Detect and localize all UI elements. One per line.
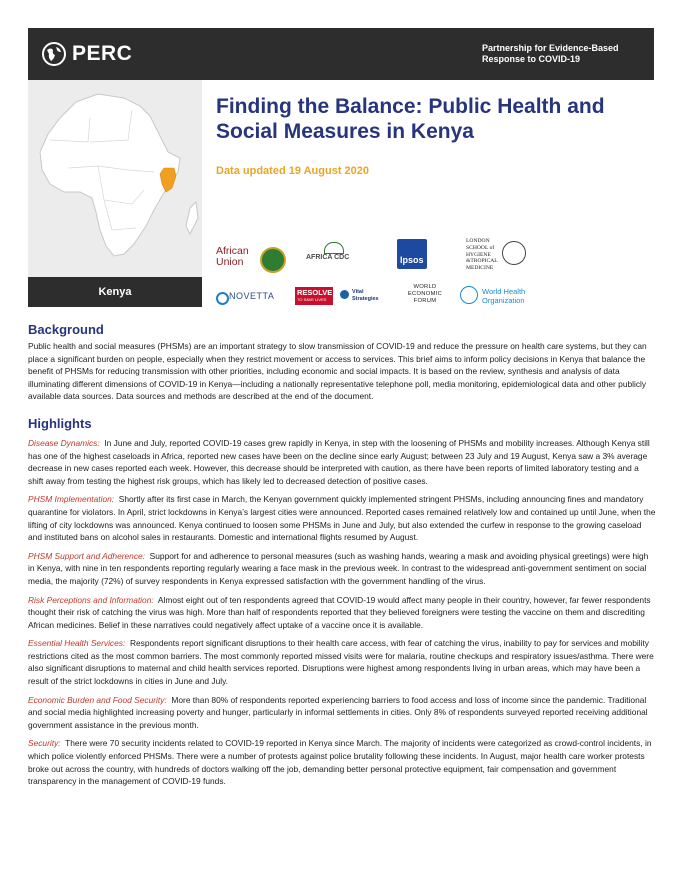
africa-cdc-logo	[306, 242, 366, 270]
header-bar	[28, 28, 654, 80]
africa-map-graphic	[28, 80, 202, 277]
highlight-text: Shortly after its first case in March, the Kenyan government quickly implemented stringent PHSMs, including announcing fines and mandatory quarantine for violators. In April, strict lockdowns in Kenya’s largest cities were announced. Reported cases remained relatively low and contained up until June, when the lifting of city lockdowns was announced. Kenya continued to loosen some PHSMs in June and July, but also extended the curfew in response to the growing caseload and instituted bans on alcohol sales in restaurants. Domestic and international flights resumed by August.	[28, 494, 656, 543]
logo-text: Strategies	[352, 295, 379, 302]
tagline-line: Response to COVID-19	[482, 54, 581, 64]
wef-logo	[400, 284, 450, 314]
african-union-logo	[216, 246, 286, 272]
logo-text: Ipsos	[400, 255, 424, 265]
tagline-line: Partnership for Evidence-Based	[482, 43, 619, 53]
logo-text: HYGIENE	[466, 251, 491, 258]
highlight-text: Almost eight out of ten respondents agreed that COVID-19 would affect many people in their country, however, far fewer respondents thought their risk of catching the virus was high. More than half of respondents reported that they believed foreigners were testing the vaccine on them and discrediting African medicines. Belief in these narratives could negatively affect uptake of a vaccine once it is available.	[28, 594, 651, 630]
logo-text: AFRICA CDC	[306, 254, 350, 261]
logo-text: LONDON	[466, 238, 490, 244]
logo-text: &TROPICAL	[466, 258, 498, 265]
logo-text: WORLD	[413, 284, 437, 290]
background-heading: Background	[28, 322, 104, 337]
vital-mark-icon	[340, 290, 349, 299]
highlight-disease-dynamics	[28, 437, 656, 487]
highlight-label: PHSM Implementation:	[28, 494, 115, 505]
highlight-phsm-implementation	[28, 493, 656, 543]
highlight-text: There were 70 security incidents related to COVID-19 reported in Kenya since March. The majority of incidents were categorized as crowd-control incidents, in which police violently enforced PHSMs. There were a number of protests against police brutality following these incidents. In August, major health care worker protests broke out across the country, with hundreds of doctors walking off the job, demanding better personal protective equipment, fair compensation and government transparency in the management of COVID-19 funds.	[28, 738, 652, 787]
highlight-text: Support for and adherence to personal measures (such as washing hands, wearing a mask and avoiding physical greetings) were high in Kenya, with nine in ten respondents reporting regularly wearing a face mask in the previous week. In contrast to the widespread anti-government sentiment on social media, the majority (72%) of survey respondents in Kenya expressed satisfaction with the government handling of the virus.	[28, 550, 649, 586]
highlight-risk-perceptions	[28, 594, 656, 632]
logo-text: NOVETTA	[229, 291, 275, 301]
logo-text: TO SAVE LIVES	[297, 297, 327, 302]
vital-strategies-logo	[340, 288, 390, 304]
logo-text: RESOLVE	[297, 288, 333, 297]
highlight-label: Economic Burden and Food Security:	[28, 694, 167, 705]
perc-logo	[42, 40, 132, 68]
page-title: Finding the Balance: Public Health and Social Measures in Kenya	[216, 95, 605, 143]
highlights-heading: Highlights	[28, 415, 92, 431]
logo-text: World Health	[482, 287, 526, 296]
highlight-label: PHSM Support and Adherence:	[28, 550, 146, 561]
logo-text: African	[216, 245, 249, 257]
highlight-text: In June and July, reported COVID-19 cases grew rapidly in Kenya, in step with the loosening of PHSMs and mobility increases. Although Kenya still has one of the highest caseloads in Africa, reported new cases have been on the decline since early August; between 23 July and 19 August, Kenya saw a 3% average decrease in new cases reported each week. However, this decrease should be interpreted with caution, as there have been reports of limited laboratory testing and a shift away from testing the highest risk groups, which has likely led to decreased detection of positive cases.	[28, 437, 650, 486]
main-content	[28, 322, 656, 788]
africa-cdc-emblem-icon	[324, 242, 344, 254]
africa-map	[28, 80, 202, 277]
highlight-label: Risk Perceptions and Information:	[28, 594, 154, 605]
logo-text: FORUM	[413, 298, 437, 304]
who-emblem-icon	[460, 286, 478, 304]
map-caption: Kenya	[28, 277, 202, 307]
logo-text: Vital	[352, 289, 364, 295]
who-logo	[460, 286, 540, 306]
lshtm-crest-icon	[502, 241, 526, 265]
logo-text: SCHOOL of	[466, 244, 495, 251]
highlight-text: More than 80% of respondents reported experiencing barriers to food access and loss of income since the pandemic. Traditional and social media highlighted increasing poverty and hunger, particularly in informal settlements in cities. Only 8% of respondents surveyed reported receiving additional government assistance in the previous month.	[28, 694, 648, 730]
au-emblem-icon	[260, 247, 286, 273]
highlight-label: Essential Health Services:	[28, 638, 126, 649]
logo-text: Union	[216, 256, 244, 268]
highlight-text: Respondents report significant disruptions to their health care access, with fear of catching the virus, inability to pay for services and mobility restrictions cited as the most common barriers. The most commonly reported missed visits were for malaria, routine checkups and respiratory issues/asthma. There were also significant disruptions to maternal and child health services reported. Disruptions were highest among respondents living in urban areas, which may have been a result of the strict lockdowns in cities in June and July.	[28, 638, 654, 687]
logo-text: Organization	[482, 295, 525, 305]
date-updated: Data updated 19 August 2020	[216, 165, 370, 177]
logo-text: PERC	[72, 42, 133, 65]
novetta-mark-icon	[216, 292, 229, 305]
highlight-economic-burden	[28, 694, 656, 732]
logo-text: ECONOMIC	[407, 291, 443, 297]
lshtm-logo	[466, 238, 530, 278]
logo-text: MEDICINE	[466, 265, 494, 272]
highlight-phsm-support	[28, 550, 656, 588]
tagline	[482, 43, 619, 65]
highlight-essential-health	[28, 637, 656, 687]
globe-icon	[42, 42, 66, 66]
resolve-logo	[295, 287, 333, 305]
background-paragraph: Public health and social measures (PHSMs) are an important strategy to slow transmission of COVID-19 and reduce the pressure on health care systems, but they can place a significant burden on people, especially when they restrict movement or access to services. This brief aims to inform policy decisions in Kenya that balance the benefit of PHSMs for reducing transmission with other priorities, including economic and social impacts. It is based on the review, synthesis and analysis of data illuminating different dimensions of COVID-19 in Kenya—including a nationally representative telephone poll, media monitoring, epidemiological data and other publicly available data sources. Data sources and methods are described at the end of the document.	[28, 341, 647, 402]
ipsos-logo	[397, 239, 427, 269]
highlight-label: Disease Dynamics:	[28, 437, 100, 448]
novetta-logo	[216, 290, 286, 304]
highlight-security	[28, 737, 656, 787]
highlight-label: Security:	[28, 738, 61, 749]
